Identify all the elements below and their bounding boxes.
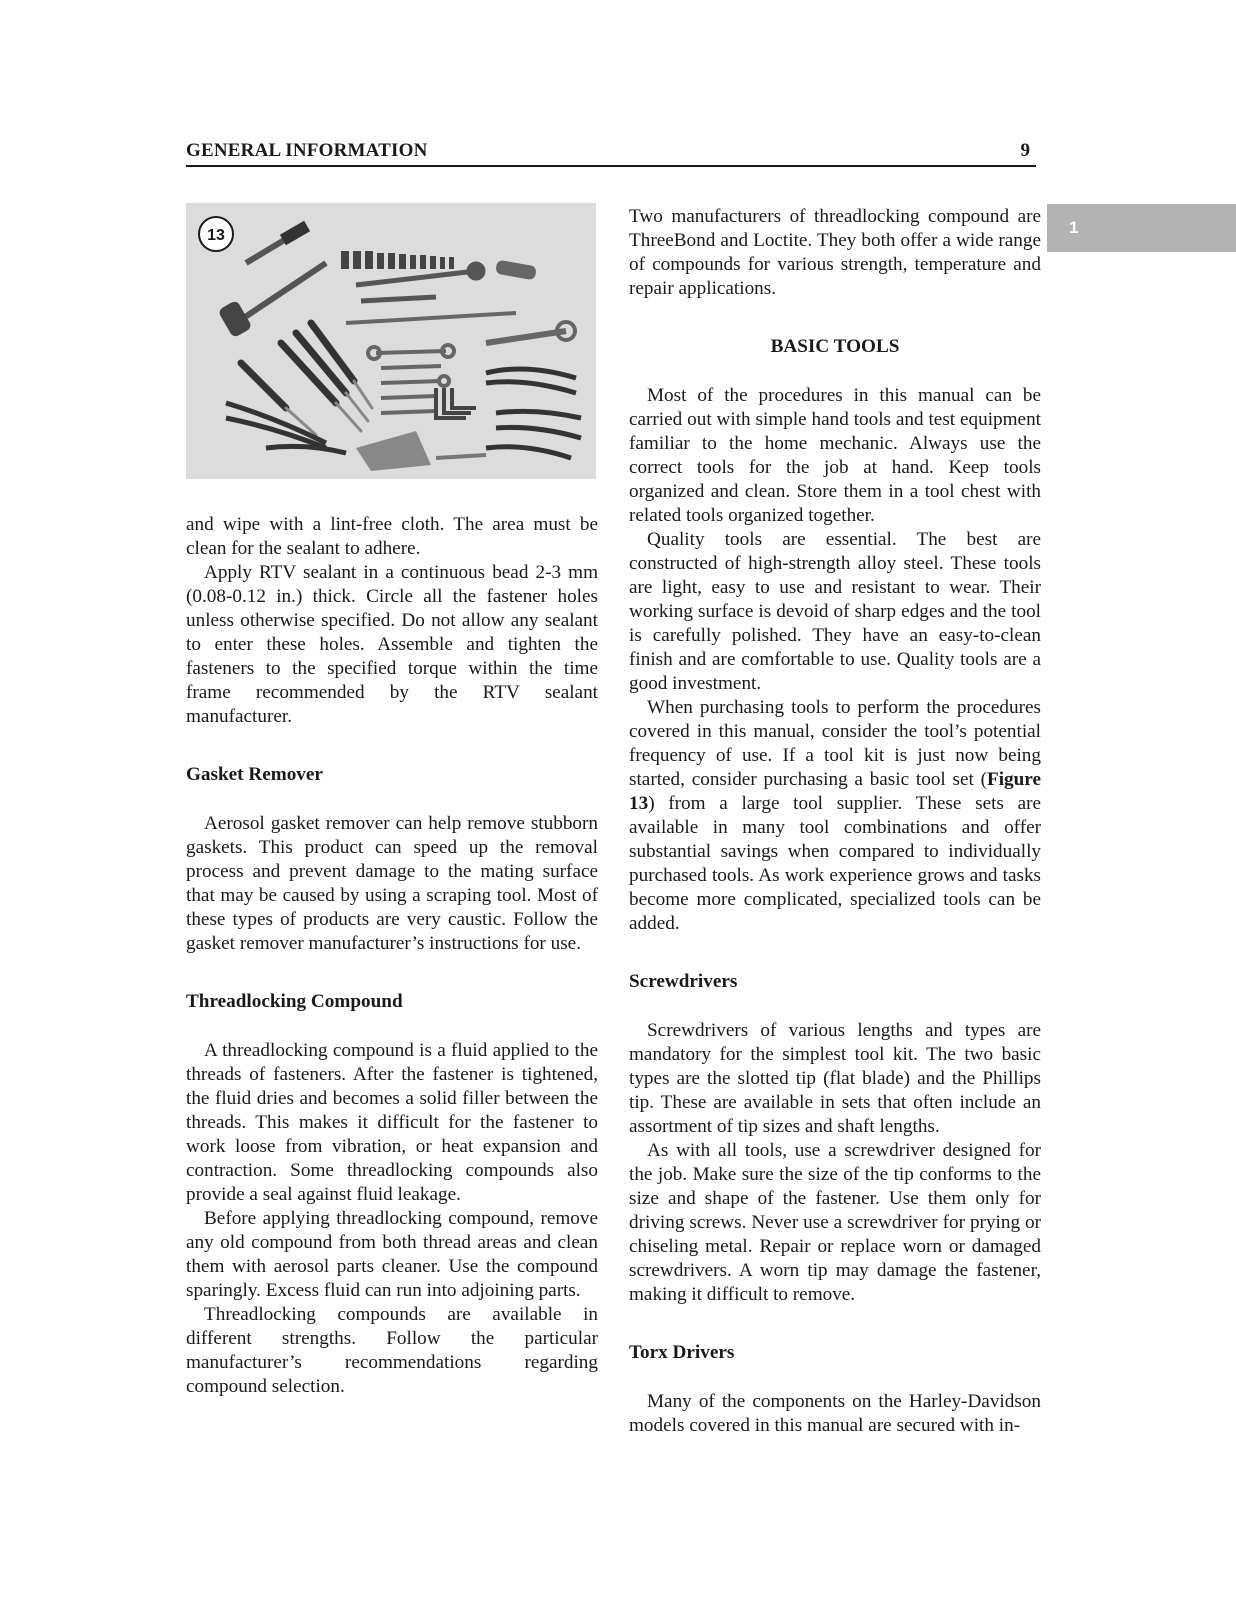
section-heading-basic-tools: BASIC TOOLS xyxy=(770,336,900,357)
left-column xyxy=(186,513,598,1399)
section-heading-screwdrivers: Screwdrivers xyxy=(629,971,738,992)
page-header xyxy=(186,140,1036,167)
figure-number: 13 xyxy=(207,227,225,244)
paragraph: Before applying threadlocking compound, remove any old compound from both thread areas and clean them with aerosol parts cleaner. Use the compound sparingly. Excess fluid can run into adjoining parts. xyxy=(186,1208,598,1301)
paragraph: Most of the procedures in this manual can be carried out with simple hand tools and test equipment familiar to the home mechanic. Always use the correct tools for the job at hand. Keep tools organized and clean. Store them in a tool chest with related tools organized together. xyxy=(629,385,1041,526)
paragraph xyxy=(629,696,1041,936)
paragraph: Many of the components on the Harley-Davidson models covered in this manual are secured with in- xyxy=(629,1391,1041,1436)
paragraph: As with all tools, use a screwdriver designed for the job. Make sure the size of the tip conforms to the size and shape of the fastener. Use them only for driving screws. Never use a screwdriver for prying or chiseling metal. Repair or replace worn or damaged screwdrivers. A worn tip may damage the fastener, making it difficult to remove. xyxy=(629,1140,1041,1305)
section-heading-threadlocking-compound: Threadlocking Compound xyxy=(186,991,403,1012)
paragraph: and wipe with a lint-free cloth. The area must be clean for the sealant to adhere. xyxy=(186,514,598,559)
paragraph: Threadlocking compounds are available in different strengths. Follow the particular manufacturer’s recommendations regarding compound selection. xyxy=(186,1304,598,1397)
paragraph: Screwdrivers of various lengths and types are mandatory for the simplest tool kit. The two basic types are the slotted tip (flat blade) and the Phillips tip. These are available in sets that often include an assortment of tip sizes and shaft lengths. xyxy=(629,1020,1041,1137)
figure-number-badge xyxy=(199,217,233,251)
page-number: 9 xyxy=(1020,140,1030,161)
figure-reference: Figure 13 xyxy=(629,769,1041,814)
tool-set-photo xyxy=(186,203,596,479)
paragraph: Aerosol gasket remover can help remove stubborn gaskets. This product can speed up the removal process and prevent damage to the mating surface that may be caused by using a scraping tool. Most of these types of products are very caustic. Follow the gasket remover manufacturer’s instructions for use. xyxy=(186,813,598,954)
text-run: ) from a large tool supplier. These sets are available in many tool combinations and offer substantial savings when compared to individually purchased tools. As work experience grows and tasks become more complicated, specialized tools can be added. xyxy=(629,793,1041,934)
paragraph: Two manufacturers of threadlocking compound are ThreeBond and Loctite. They both offer a wide range of compounds for various strength, temperature and repair applications. xyxy=(629,206,1041,299)
running-title: GENERAL INFORMATION xyxy=(186,140,428,161)
chapter-tab: 1 xyxy=(1047,204,1236,252)
text-run: When purchasing tools to perform the procedures covered in this manual, consider the tool’s potential frequency of use. If a tool kit is just now being started, consider purchasing a basic tool set ( xyxy=(629,697,1041,790)
right-column xyxy=(629,205,1041,1438)
paragraph: Quality tools are essential. The best are constructed of high-strength alloy steel. These tools are light, easy to use and resistant to wear. Their working surface is devoid of sharp edges and the tool is carefully polished. They have an easy-to-clean finish and are comfortable to use. Quality tools are a good investment. xyxy=(629,529,1041,694)
section-heading-gasket-remover: Gasket Remover xyxy=(186,764,323,785)
section-heading-torx-drivers: Torx Drivers xyxy=(629,1342,735,1363)
paragraph: Apply RTV sealant in a continuous bead 2-3 mm (0.08-0.12 in.) thick. Circle all the fastener holes unless otherwise specified. Do not allow any sealant to enter these holes. Assemble and tighten the fasteners to the specified torque within the time frame recommended by the RTV sealant manufacturer. xyxy=(186,562,598,727)
tool-set-figure xyxy=(186,203,596,479)
paragraph: A threadlocking compound is a fluid applied to the threads of fasteners. After the fastener is tightened, the fluid dries and becomes a solid filler between the threads. This makes it difficult for the fastener to work loose from vibration, or heat expansion and contraction. Some threadlocking compounds also provide a seal against fluid leakage. xyxy=(186,1040,598,1205)
